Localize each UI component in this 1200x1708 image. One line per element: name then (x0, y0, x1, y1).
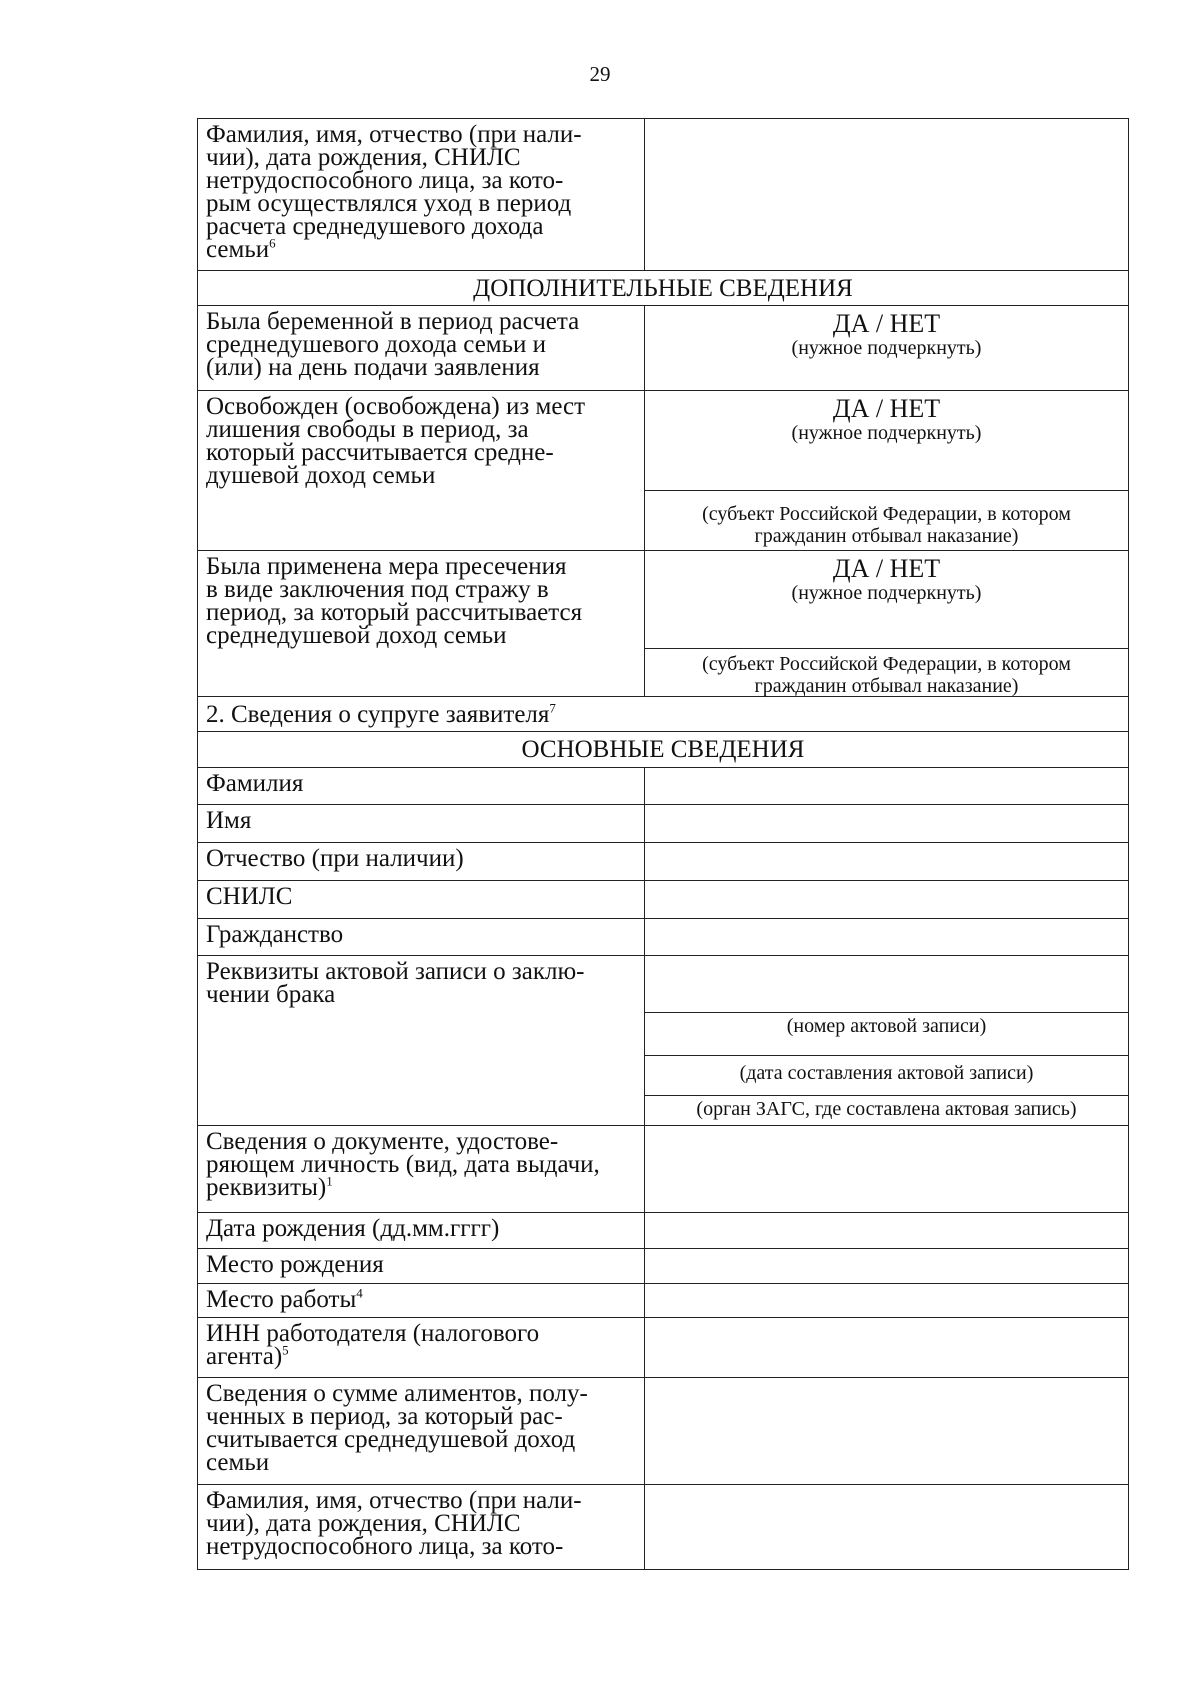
spouse-carer-input[interactable] (645, 1485, 1128, 1569)
basic-title: ОСНОВНЫЕ СВЕДЕНИЯ (521, 736, 805, 763)
underline-hint: (нужное подчеркнуть) (791, 582, 982, 604)
yes-no-choice[interactable]: ДА / НЕТ (832, 554, 941, 583)
custody-answer[interactable] (645, 551, 1128, 696)
employer-inn-input[interactable] (645, 1318, 1128, 1377)
citizenship-input[interactable] (645, 919, 1128, 955)
record-number-hint[interactable]: (номер актовой записи) (645, 1013, 1128, 1056)
row-spouse-carer (198, 1484, 1128, 1570)
subject-hint[interactable]: (субъект Российской Федерации, в котором гражданин отбывал наказание) (645, 490, 1128, 550)
row-carer (198, 118, 1128, 270)
row-spouse-heading (198, 696, 1128, 731)
subject-hint[interactable]: (субъект Российской Федерации, в котором гражданин отбывал наказание) (645, 648, 1128, 696)
page-number: 29 (589, 62, 611, 86)
patronymic-label: Отчество (при наличии) (198, 843, 645, 880)
underline-hint: (нужное подчеркнуть) (791, 337, 982, 359)
spouse-heading: 2. Сведения о супруге заявителя$^7$ (206, 700, 556, 728)
row-basic-title (198, 731, 1128, 767)
row-additional-title (198, 270, 1128, 305)
row-surname (198, 767, 1128, 804)
row-snils (198, 880, 1128, 918)
footnote-mark: 1 (326, 1173, 333, 1189)
snils-label: СНИЛС (198, 881, 645, 918)
birth-place-label: Место рождения (198, 1249, 645, 1283)
spouse-carer-label: Фамилия, имя, отчество (при нали- чии), дата рождения, СНИЛС нетрудоспособного лица, за кото- (198, 1485, 645, 1569)
row-custody (198, 550, 1128, 696)
birth-date-input[interactable] (645, 1213, 1128, 1248)
row-workplace (198, 1283, 1128, 1317)
record-date-hint[interactable]: (дата составления актовой записи) (645, 1056, 1128, 1096)
registry-hint[interactable]: (орган ЗАГС, где составлена актовая запись) (696, 1097, 1077, 1120)
yes-no-choice[interactable]: ДА / НЕТ (832, 309, 941, 338)
birth-place-input[interactable] (645, 1249, 1128, 1283)
released-label: Освобожден (освобождена) из мест лишения свободы в период, за который рассчитывается средне- душевой доход семьи (198, 391, 645, 550)
alimony-input[interactable] (645, 1378, 1128, 1484)
workplace-input[interactable] (645, 1284, 1128, 1317)
surname-label: Фамилия (198, 768, 645, 804)
row-citizenship (198, 918, 1128, 955)
row-released (198, 390, 1128, 550)
footnote-mark: 7 (549, 700, 556, 716)
name-input[interactable] (645, 805, 1128, 842)
released-answer[interactable] (645, 391, 1128, 550)
snils-input[interactable] (645, 881, 1128, 918)
name-label: Имя (198, 805, 645, 842)
record-number-input[interactable] (645, 956, 1128, 1013)
marriage-answer (645, 956, 1128, 1125)
patronymic-input[interactable] (645, 843, 1128, 880)
row-alimony (198, 1377, 1128, 1484)
marriage-label: Реквизиты актовой записи о заклю- чении брака (198, 956, 645, 1125)
workplace-label: Место работы$^4$ (198, 1284, 645, 1317)
form-table (197, 118, 1129, 1570)
additional-title: ДОПОЛНИТЕЛЬНЫЕ СВЕДЕНИЯ (473, 275, 853, 302)
pregnant-answer[interactable] (645, 306, 1128, 390)
alimony-label: Сведения о сумме алиментов, полу- ченных в период, за который рас- считывается среднедушевой доход семьи (198, 1378, 645, 1484)
row-name (198, 804, 1128, 842)
row-id-document (198, 1125, 1128, 1212)
birth-date-label: Дата рождения (дд.мм.гггг) (198, 1213, 645, 1248)
footnote-mark: 4 (356, 1285, 363, 1301)
footnote-mark: 6 (269, 235, 276, 251)
row-employer-inn (198, 1317, 1128, 1377)
pregnant-label: Была беременной в период расчета среднедушевого дохода семьи и (или) на день подачи заявления (198, 306, 645, 390)
employer-inn-label: ИНН работодателя (налогового агента)$^5$ (198, 1318, 645, 1377)
carer-label: Фамилия, имя, отчество (при нали- чии), дата рождения, СНИЛС нетрудоспособного лица, за кото- рым осуществлялся уход в период расчета среднедушевого дохода семьи$^6$ (198, 119, 645, 270)
citizenship-label: Гражданство (198, 919, 645, 955)
underline-hint: (нужное подчеркнуть) (791, 422, 982, 444)
row-marriage-record (198, 955, 1128, 1125)
row-patronymic (198, 842, 1128, 880)
id-document-input[interactable] (645, 1126, 1128, 1212)
footnote-mark: 5 (282, 1342, 289, 1358)
carer-input[interactable] (645, 119, 1128, 270)
row-birth-date (198, 1212, 1128, 1248)
row-pregnant (198, 305, 1128, 390)
row-birth-place (198, 1248, 1128, 1283)
id-document-label: Сведения о документе, удостове- ряющем личность (вид, дата выдачи, реквизиты)$^1$ (198, 1126, 645, 1212)
surname-input[interactable] (645, 768, 1128, 804)
yes-no-choice[interactable]: ДА / НЕТ (832, 394, 941, 423)
custody-label: Была применена мера пресечения в виде заключения под стражу в период, за который рассчитывается среднедушевой доход семьи (198, 551, 645, 696)
